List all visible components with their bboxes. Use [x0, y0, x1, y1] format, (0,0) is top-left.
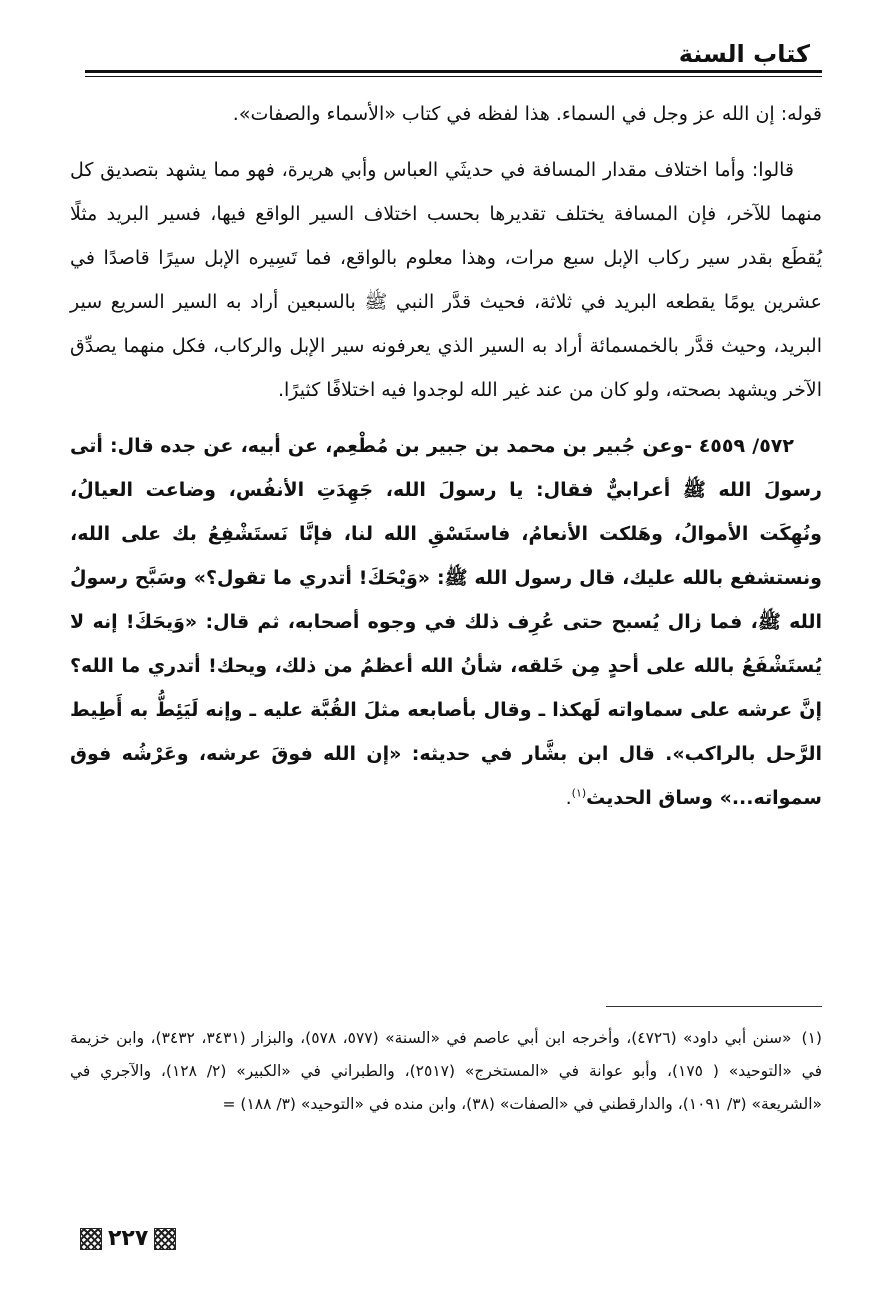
hadith-paragraph: ٥٧٢/ ٤٥٥٩ -وعن جُبير بن محمد بن جبير بن مُطْعِم، عن أبيه، عن جده قال: أتى رسولَ الله ﷺ أعرابيٌّ فقال: يا رسولَ الله، جَهِدَتِ الأنفُس، وضاعت العيالُ، ونُهِكَت الأموالُ، وهَلكت الأنعامُ، فاستَسْقِ الله لنا، فإنَّا نَستَشْفِعُ بك على الله، ونستشفع بالله عليك، قال رسول الله ﷺ: «وَيْحَكَ! أتدري ما تقول؟» وسَبَّح رسولُ الله ﷺ، فما زال يُسبح حتى عُرِف ذلك في وجوه أصحابه، ثم قال: «وَيحَكَ! إنه لا يُستَشْفَعُ بالله على أحدٍ مِن خَلقه، شأنُ الله أعظمُ من ذلك، ويحك! أتدري ما الله؟ إنَّ عرشه على سماواته لَهكذا ـ وقال بأصابعه مثلَ القُبَّة عليه ـ وإنه لَيَئِطُّ به أَطِيط الرَّحل بالراكب». قال ابن بشَّار في حديثه: «إن الله فوقَ عرشه، وعَرْشُه فوق سمواته...» وساق الحديث$^{(١)}$. — [70, 435, 822, 809]
ornament-right-icon — [154, 1228, 176, 1250]
running-header-title: كتاب السنة — [678, 40, 810, 68]
ornament-left-icon — [80, 1228, 102, 1250]
footnote-marker: (١) — [801, 1029, 822, 1047]
paragraph-2: قالوا: وأما اختلاف مقدار المسافة في حديثَي العباس وأبي هريرة، فهو مما يشهد بتصديق كل منهما للآخر، فإن المسافة يختلف تقديرها بحسب اختلاف السير الواقع فيها، فسير البريد مثلًا يُقطَع بقدر سير ركاب الإبل سبع مرات، وهذا معلوم بالواقع، فما تَسِيره الإبل سيرًا قاصدًا في عشرين يومًا يقطعه البريد في ثلاثة، فحيث قدَّر النبي ﷺ بالسبعين أراد به السير السريع سير البريد، وحيث قدَّر بالخمسمائة أراد به السير الذي يعرفونه سير الإبل والركاب، فكل منهما يصدِّق الآخر ويشهد بصحته، ولو كان من عند غير الله لوجدوا فيه اختلافًا كثيرًا. — [70, 159, 822, 401]
header-rule-thin — [85, 76, 822, 77]
page-number: ٢٢٧ — [108, 1226, 149, 1251]
paragraph-1: قوله: إن الله عز وجل في السماء. هذا لفظه في كتاب «الأسماء والصفات». — [232, 103, 822, 125]
footnotes-section — [70, 1022, 822, 1121]
footnote-text: «سنن أبي داود» (٤٧٢٦)، وأخرجه ابن أبي عاصم في «السنة» (٥٧٧، ٥٧٨)، والبزار (٣٤٣١، ٣٤٣٢)، وابن خزيمة في «التوحيد» ( ١٧٥)، وأبو عوانة في «المستخرج» (٢٥١٧)، والطبراني في «الكبير» (٢/ ١٢٨)، والآجري في «الشريعة» (٣/ ١٠٩١)، والدارقطني في «الصفات» (٣٨)، وابن منده في «التوحيد» (٣/ ١٨٨) = — [70, 1029, 822, 1113]
main-text — [70, 92, 822, 832]
header-rule-thick — [85, 70, 822, 73]
hadith-number: ٥٧٢/ ٤٥٥٩ — [698, 435, 794, 457]
page-number-block — [80, 1226, 176, 1251]
hadith-intro: -وعن جُبير بن محمد بن جبير بن مُطْعِم، عن أبيه، عن جده — [160, 435, 693, 457]
hadith-text: قال: أتى رسولَ الله ﷺ أعرابيٌّ فقال: يا رسولَ الله، جَهِدَتِ الأنفُس، وضاعت العيالُ، ونُهِكَت الأموالُ، وهَلكت الأنعامُ، فاستَسْقِ الله لنا، فإنَّا نَستَشْفِعُ بك على الله، ونستشفع بالله عليك، قال رسول الله ﷺ: «وَيْحَكَ! أتدري ما تقول؟» وسَبَّح رسولُ الله ﷺ، فما زال يُسبح حتى عُرِف ذلك في وجوه أصحابه، ثم قال: «وَيحَكَ! إنه لا يُستَشْفَعُ بالله على أحدٍ مِن خَلقه، شأنُ الله أعظمُ من ذلك، ويحك! أتدري ما الله؟ إنَّ عرشه على سماواته لَهكذا ـ وقال بأصابعه مثلَ القُبَّة عليه ـ وإنه لَيَئِطُّ به أَطِيط الرَّحل بالراكب». قال ابن بشَّار في حديثه: «إن الله فوقَ عرشه، وعَرْشُه فوق سمواته...» وساق الحديث — [70, 435, 822, 809]
footnote-reference[interactable]: (١) — [571, 786, 587, 800]
footnote-separator — [606, 1006, 822, 1007]
